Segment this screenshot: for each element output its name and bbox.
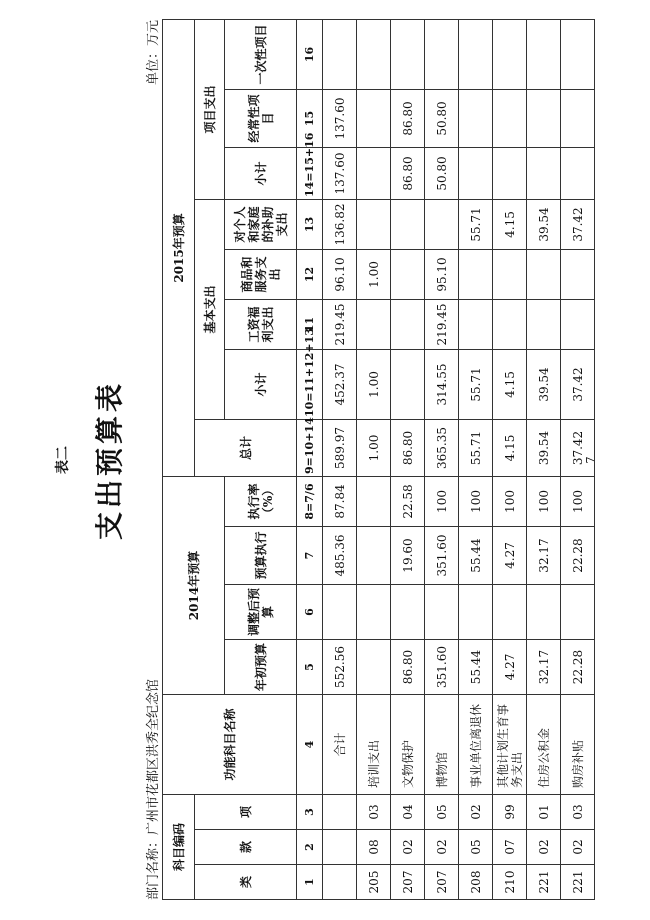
header-subject-code: 科目编码	[163, 795, 195, 900]
table-cell: 02	[561, 830, 595, 865]
table-cell: 22.28	[561, 527, 595, 585]
column-number: 4	[297, 695, 323, 795]
table-cell: 137.60	[323, 147, 357, 199]
table-cell	[527, 585, 561, 640]
table-cell: 208	[459, 865, 493, 900]
table-cell: 589.97	[323, 419, 357, 476]
table-cell	[459, 89, 493, 147]
table-cell	[493, 249, 527, 299]
budget-table	[162, 19, 595, 900]
row-name-cell: 购房补贴	[561, 695, 595, 795]
header-project-subtotal: 小计	[225, 147, 297, 199]
table-cell: 452.37	[323, 349, 357, 419]
table-cell	[459, 249, 493, 299]
table-cell: 37.42	[561, 349, 595, 419]
table-cell: 552.56	[323, 640, 357, 695]
table-cell: 95.10	[425, 249, 459, 299]
column-number: 9=10+14	[297, 419, 323, 476]
table-cell: 1.00	[357, 249, 391, 299]
table-cell	[527, 249, 561, 299]
table-cell: 314.55	[425, 349, 459, 419]
header-sub: 项	[195, 795, 297, 830]
table-cell: 55.71	[459, 419, 493, 476]
page-number: 7	[584, 456, 597, 464]
table-cell	[425, 585, 459, 640]
table-cell	[425, 19, 459, 89]
header-personal-subsidy: 对个人和家庭的补助支出	[225, 199, 297, 249]
header-function-name: 功能科目名称	[163, 695, 297, 795]
table-cell: 03	[561, 795, 595, 830]
header-onetime-project: 一次性项目	[225, 19, 297, 89]
column-number: 15	[297, 89, 323, 147]
column-number: 2	[297, 830, 323, 865]
table-cell	[357, 147, 391, 199]
table-cell: 07	[493, 830, 527, 865]
table-cell	[357, 299, 391, 349]
table-row	[527, 19, 561, 899]
row-name-cell: 其他计划生育事务支出	[493, 695, 527, 795]
table-cell: 1.00	[357, 349, 391, 419]
table-cell: 4.27	[493, 640, 527, 695]
table-cell: 19.60	[391, 527, 425, 585]
table-cell	[357, 527, 391, 585]
table-row	[391, 19, 425, 899]
table-cell	[527, 89, 561, 147]
column-number: 3	[297, 795, 323, 830]
table-row	[357, 19, 391, 899]
table-cell: 39.54	[527, 349, 561, 419]
header-wages: 工资福利支出	[225, 299, 297, 349]
table-cell: 55.44	[459, 640, 493, 695]
table-cell	[493, 19, 527, 89]
table-cell: 137.60	[323, 89, 357, 147]
row-name-cell: 住房公积金	[527, 695, 561, 795]
table-cell	[493, 147, 527, 199]
table-cell: 219.45	[425, 299, 459, 349]
table-cell: 02	[391, 830, 425, 865]
table-cell	[527, 299, 561, 349]
table-cell: 55.71	[459, 349, 493, 419]
table-cell	[323, 19, 357, 89]
table-row	[493, 19, 527, 899]
table-cell: 86.80	[391, 89, 425, 147]
rotated-page	[50, 20, 610, 900]
table-cell	[391, 349, 425, 419]
table-cell: 100	[493, 476, 527, 526]
header-project-expenditure: 项目支出	[195, 19, 225, 199]
table-cell	[391, 299, 425, 349]
unit-label: 单位：万元	[146, 20, 161, 86]
table-cell: 4.27	[493, 527, 527, 585]
header-basic-expenditure: 基本支出	[195, 199, 225, 419]
table-cell	[357, 19, 391, 89]
header-total: 总计	[195, 419, 297, 476]
table-cell: 50.80	[425, 89, 459, 147]
column-number: 11	[297, 299, 323, 349]
table-cell: 485.36	[323, 527, 357, 585]
table-cell: 03	[357, 795, 391, 830]
table-cell: 87.84	[323, 476, 357, 526]
table-cell	[493, 585, 527, 640]
table-cell	[323, 795, 357, 830]
table-cell	[357, 640, 391, 695]
header-budget-2015: 2015年预算	[163, 19, 195, 476]
header-kind: 类	[195, 865, 297, 900]
table-cell	[459, 585, 493, 640]
table-cell	[391, 199, 425, 249]
table-cell: 32.17	[527, 640, 561, 695]
table-cell	[357, 585, 391, 640]
header-goods-services: 商品和服务支出	[225, 249, 297, 299]
table-cell	[323, 865, 357, 900]
column-number: 14=15+16	[297, 147, 323, 199]
table-cell	[357, 199, 391, 249]
table-cell: 01	[527, 795, 561, 830]
table-cell: 365.35	[425, 419, 459, 476]
table-cell: 219.45	[323, 299, 357, 349]
header-budget-2014: 2014年预算	[163, 476, 225, 694]
table-cell: 4.15	[493, 349, 527, 419]
table-cell: 207	[425, 865, 459, 900]
table-cell: 136.82	[323, 199, 357, 249]
table-cell	[493, 299, 527, 349]
table-cell	[323, 585, 357, 640]
table-cell: 39.54	[527, 419, 561, 476]
row-name-cell: 博物馆	[425, 695, 459, 795]
table-cell: 100	[459, 476, 493, 526]
department-name: 部门名称：广州市花都区洪秀全纪念馆	[146, 678, 161, 900]
table-cell: 4.15	[493, 419, 527, 476]
table-cell: 02	[425, 830, 459, 865]
header-regular-project: 经常性项目	[225, 89, 297, 147]
header-basic-subtotal: 小计	[225, 349, 297, 419]
table-row	[425, 19, 459, 899]
table-cell: 86.80	[391, 147, 425, 199]
header-item: 款	[195, 830, 297, 865]
table-cell: 37.42	[561, 419, 595, 476]
column-number: 13	[297, 199, 323, 249]
table-body	[323, 19, 595, 899]
table-cell: 100	[561, 476, 595, 526]
table-cell: 86.80	[391, 640, 425, 695]
table-cell: 221	[561, 865, 595, 900]
table-cell: 100	[425, 476, 459, 526]
column-number: 12	[297, 249, 323, 299]
table-cell: 86.80	[391, 419, 425, 476]
table-cell: 04	[391, 795, 425, 830]
table-cell	[323, 830, 357, 865]
table-cell	[527, 19, 561, 89]
header-adjusted-budget: 调整后预算	[225, 585, 297, 640]
table-cell	[357, 476, 391, 526]
column-number: 16	[297, 19, 323, 89]
column-number: 5	[297, 640, 323, 695]
row-name-cell: 文物保护	[391, 695, 425, 795]
table-cell	[459, 19, 493, 89]
row-name-cell: 事业单位离退休	[459, 695, 493, 795]
row-name-cell: 合计	[323, 695, 357, 795]
table-cell	[357, 89, 391, 147]
table-cell: 4.15	[493, 199, 527, 249]
table-cell	[459, 299, 493, 349]
table-row	[323, 19, 357, 899]
header-budget-execution: 预算执行	[225, 527, 297, 585]
column-number: 1	[297, 865, 323, 900]
table-cell: 1.00	[357, 419, 391, 476]
document-title: 支出预算表	[93, 380, 126, 541]
table-cell: 37.42	[561, 199, 595, 249]
table-cell	[493, 89, 527, 147]
column-number: 7	[297, 527, 323, 585]
table-cell: 55.71	[459, 199, 493, 249]
table-cell: 08	[357, 830, 391, 865]
header-initial-budget: 年初预算	[225, 640, 297, 695]
table-cell: 221	[527, 865, 561, 900]
column-number: 10=11+12+13	[297, 349, 323, 419]
table-cell	[459, 147, 493, 199]
table-cell: 96.10	[323, 249, 357, 299]
table-cell: 55.44	[459, 527, 493, 585]
table-cell: 50.80	[425, 147, 459, 199]
table-cell: 99	[493, 795, 527, 830]
annex-label: 表二	[55, 446, 71, 474]
table-cell: 22.28	[561, 640, 595, 695]
table-cell: 05	[425, 795, 459, 830]
table-cell: 210	[493, 865, 527, 900]
table-cell: 100	[527, 476, 561, 526]
table-cell	[391, 19, 425, 89]
table-cell	[425, 199, 459, 249]
column-number: 6	[297, 585, 323, 640]
table-cell: 205	[357, 865, 391, 900]
column-number-row	[297, 19, 323, 899]
table-cell: 02	[459, 795, 493, 830]
row-name-cell: 培训支出	[357, 695, 391, 795]
header-execution-rate: 执行率（%）	[225, 476, 297, 526]
table-cell: 05	[459, 830, 493, 865]
table-cell: 207	[391, 865, 425, 900]
table-row	[459, 19, 493, 899]
column-number: 8=7/6	[297, 476, 323, 526]
table-cell	[391, 585, 425, 640]
table-cell: 22.58	[391, 476, 425, 526]
table-cell: 351.60	[425, 527, 459, 585]
table-cell	[391, 249, 425, 299]
table-cell: 351.60	[425, 640, 459, 695]
table-cell: 02	[527, 830, 561, 865]
table-cell	[527, 147, 561, 199]
table-cell: 32.17	[527, 527, 561, 585]
table-cell: 39.54	[527, 199, 561, 249]
